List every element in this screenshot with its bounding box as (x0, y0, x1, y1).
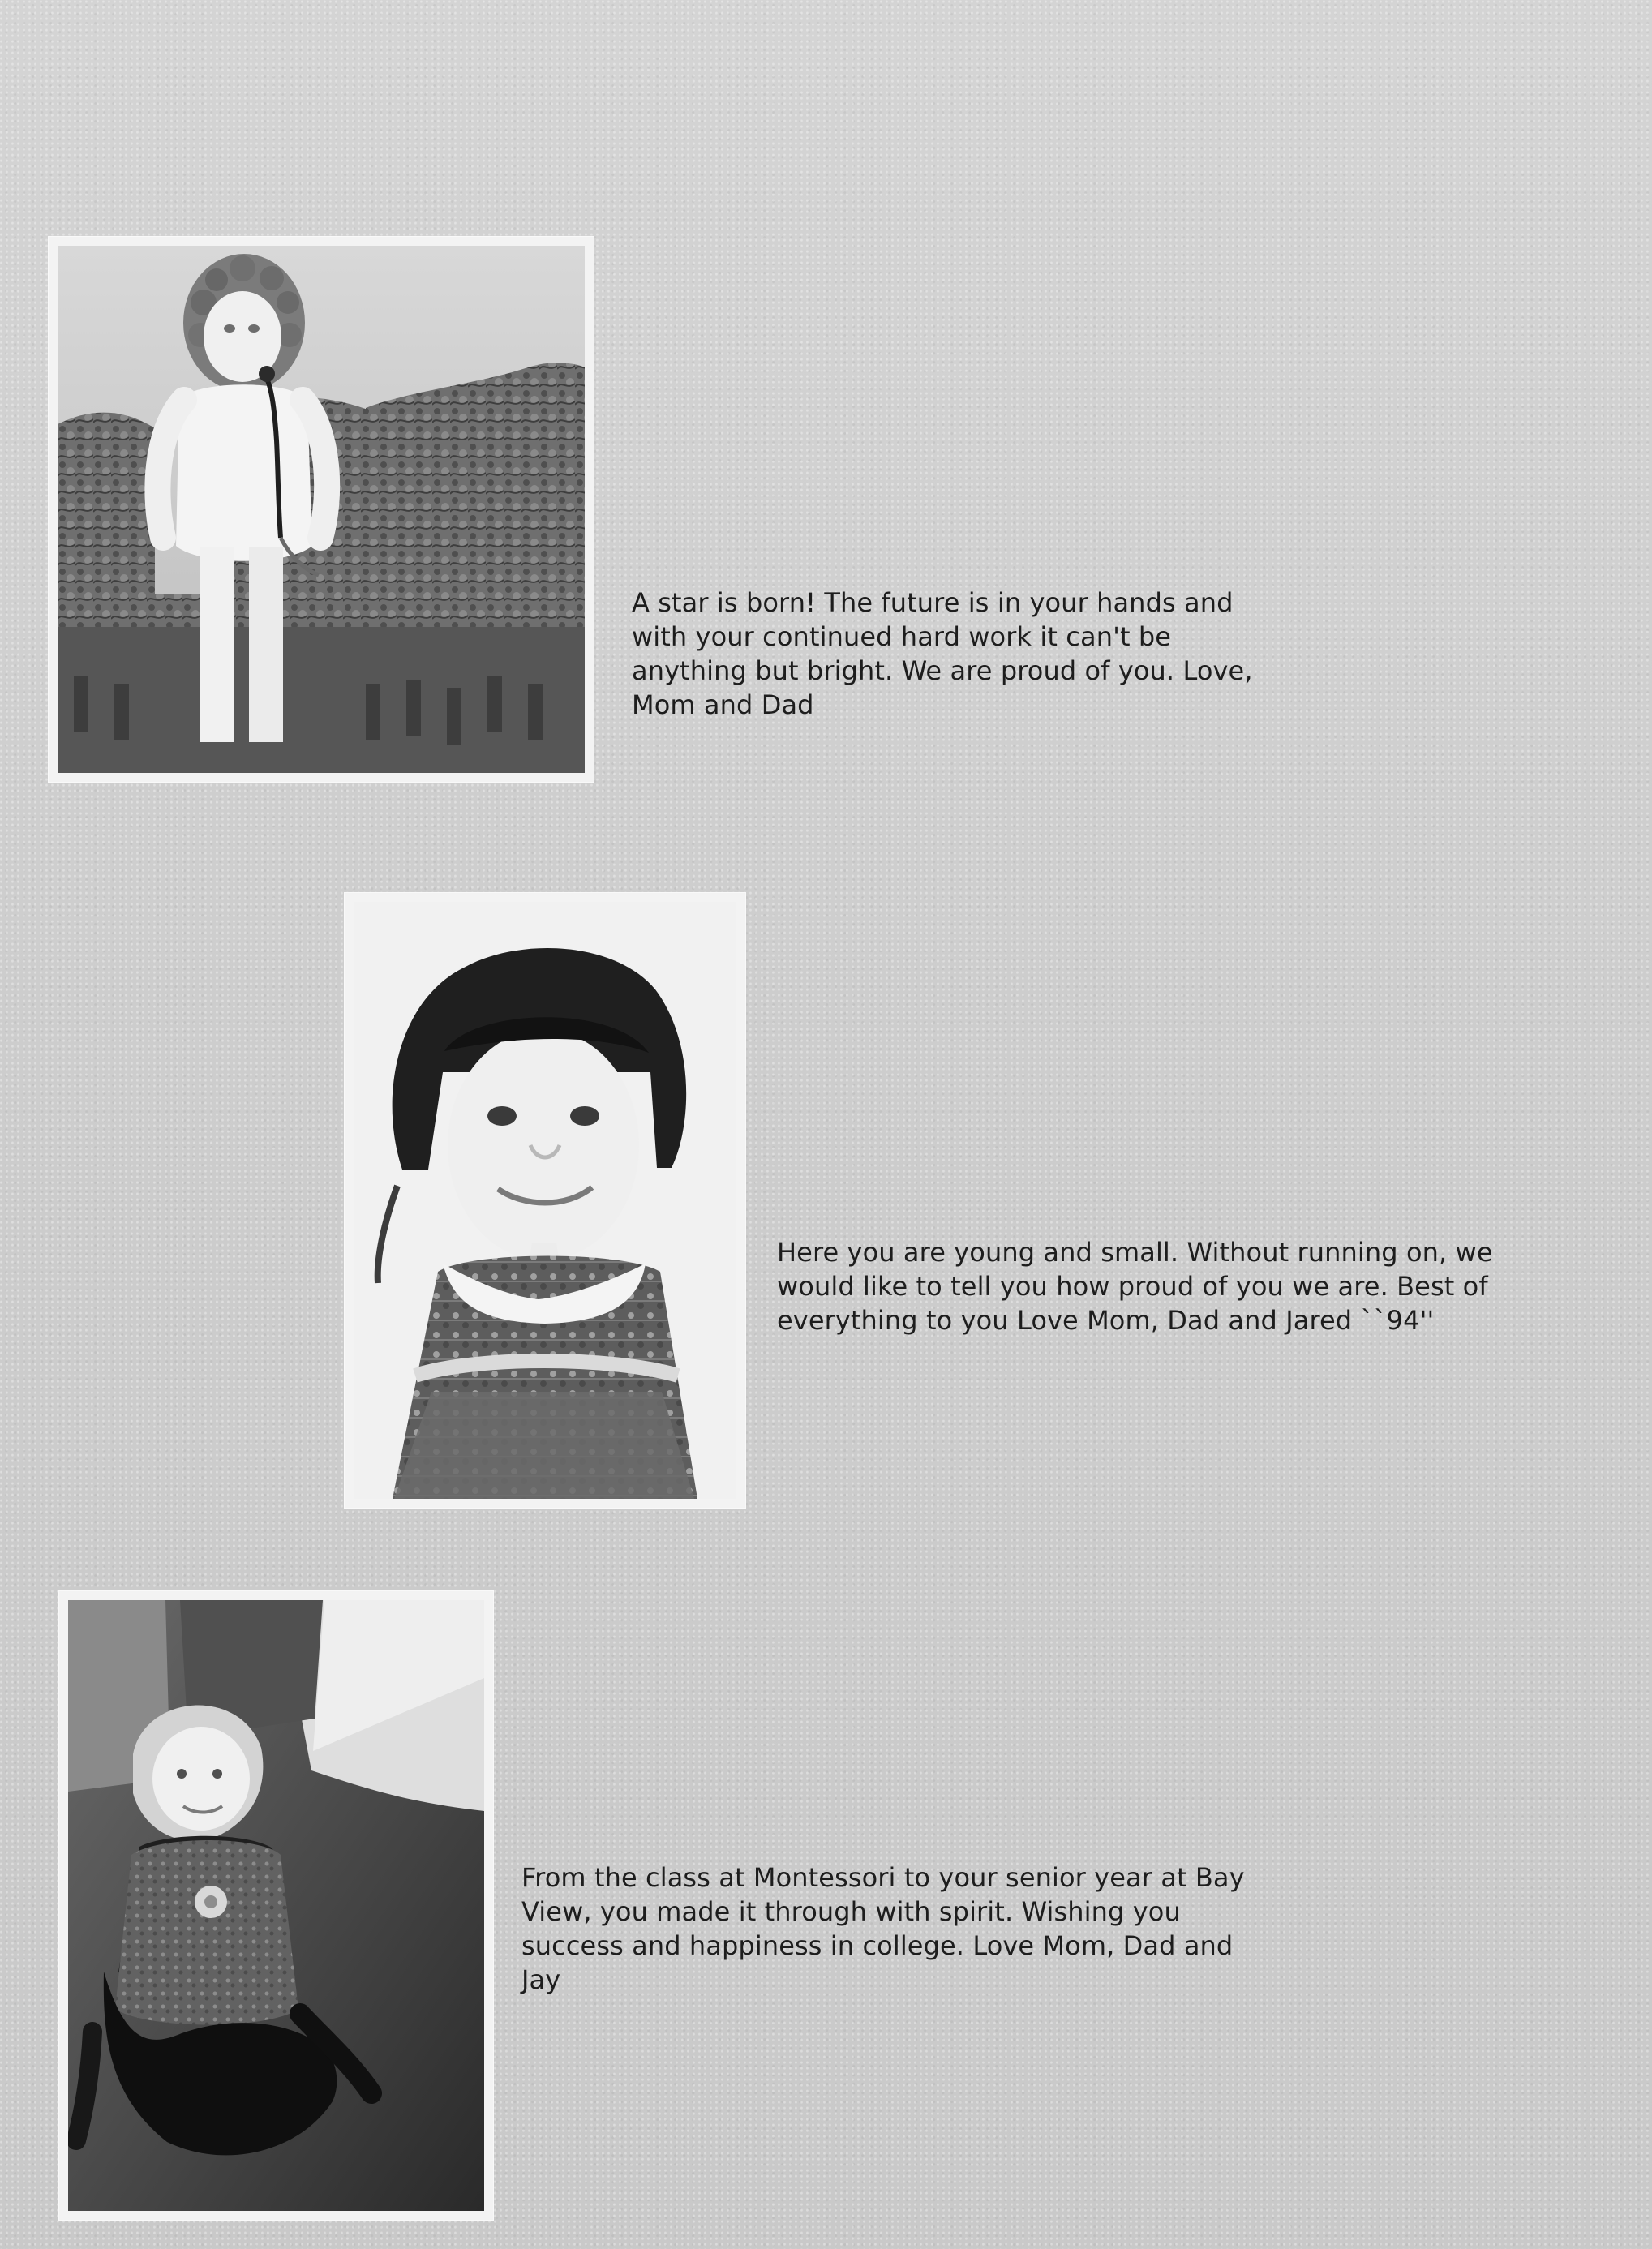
caption-line: success and happiness in college. Love Mom, Dad and (521, 1930, 1234, 1961)
photo-child-with-microphone-image (58, 246, 585, 773)
caption-line: anything but bright. We are proud of you. Love, (632, 655, 1253, 686)
caption-line: Here you are young and small. Without running on, we (777, 1237, 1493, 1268)
caption-star-is-born (632, 586, 1313, 722)
photo-girl-sitting (58, 1590, 494, 2221)
photo-girl-sitting-image (68, 1600, 484, 2211)
photo-portrait-girl (344, 892, 746, 1509)
caption-line: would like to tell you how proud of you we are. Best of (777, 1271, 1488, 1302)
caption-line: View, you made it through with spirit. Wishing you (521, 1896, 1181, 1927)
caption-line: From the class at Montessori to your senior year at Bay (521, 1862, 1245, 1893)
caption-young-and-small (777, 1235, 1596, 1337)
caption-line: everything to you Love Mom, Dad and Jared ``94'' (777, 1305, 1435, 1336)
photo-illustration (58, 246, 585, 773)
photo-illustration (68, 1600, 484, 2211)
caption-line: Mom and Dad (632, 689, 814, 720)
photo-child-with-microphone (48, 236, 594, 783)
photo-portrait-girl-image (354, 902, 736, 1499)
photo-illustration (354, 902, 736, 1499)
caption-line: A star is born! The future is in your hands and (632, 587, 1234, 618)
caption-line: Jay (521, 1964, 561, 1995)
caption-montessori (521, 1861, 1341, 1997)
caption-line: with your continued hard work it can't be (632, 621, 1172, 652)
